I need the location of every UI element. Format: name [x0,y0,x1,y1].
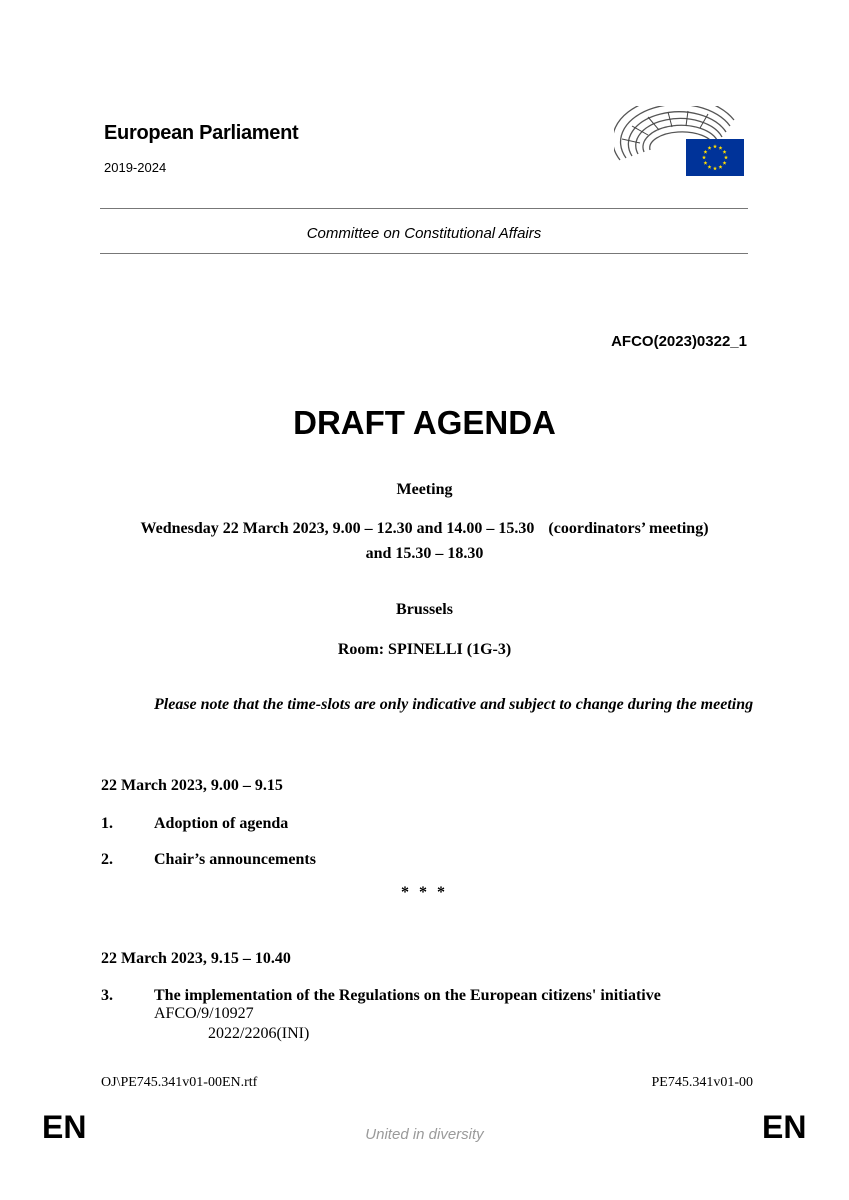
agenda-item-number: 2. [101,851,113,868]
institution-name: European Parliament [104,122,299,144]
footer-pe-number: PE745.341v01-00 [651,1075,753,1090]
coordinators-meeting-note: (coordinators’ meeting) [548,520,709,537]
meeting-times: Wednesday 22 March 2023, 9.00 – 12.30 and 14.00 – 15.30 [140,520,535,537]
time-slot-heading: 22 March 2023, 9.00 – 9.15 [101,777,283,794]
language-code-left: EN [42,1109,87,1145]
meeting-time-line-1 [0,520,849,538]
agenda-item [101,815,288,833]
eu-motto: United in diversity [365,1126,484,1143]
meeting-room: Room: SPINELLI (1G-3) [337,641,512,658]
time-slot-note: Please note that the time-slots are only indicative and subject to change during the meeting [154,696,754,713]
committee-name: Committee on Constitutional Affairs [306,225,542,242]
agenda-item-title: Chair’s announcements [154,851,316,868]
header-bottom-rule [100,253,748,254]
agenda-item-title: Adoption of agenda [154,815,289,832]
footer-file-reference: OJ\PE745.341v01-00EN.rtf [101,1075,258,1090]
agenda-item [101,851,316,869]
document-reference: AFCO(2023)0322_1 [611,333,747,350]
meeting-time-line-2: and 15.30 – 18.30 [365,545,484,562]
meeting-label: Meeting [396,481,453,498]
agenda-item-number: 1. [101,815,113,832]
agenda-item [101,987,661,1005]
section-separator: * * * [401,884,448,901]
agenda-item-title: The implementation of the Regulations on the European citizens' initiative [154,987,661,1004]
agenda-item-procedure: 2022/2206(INI) [208,1025,310,1042]
meeting-place: Brussels [396,601,453,618]
page-title: DRAFT AGENDA [293,404,556,441]
language-code-right: EN [762,1109,807,1145]
agenda-item-code: AFCO/9/10927 [154,1005,254,1022]
time-slot-heading: 22 March 2023, 9.15 – 10.40 [101,950,291,967]
parliamentary-term: 2019-2024 [104,160,167,175]
european-parliament-logo-icon [614,106,746,178]
agenda-item-number: 3. [101,987,113,1004]
header-top-rule [100,208,748,209]
